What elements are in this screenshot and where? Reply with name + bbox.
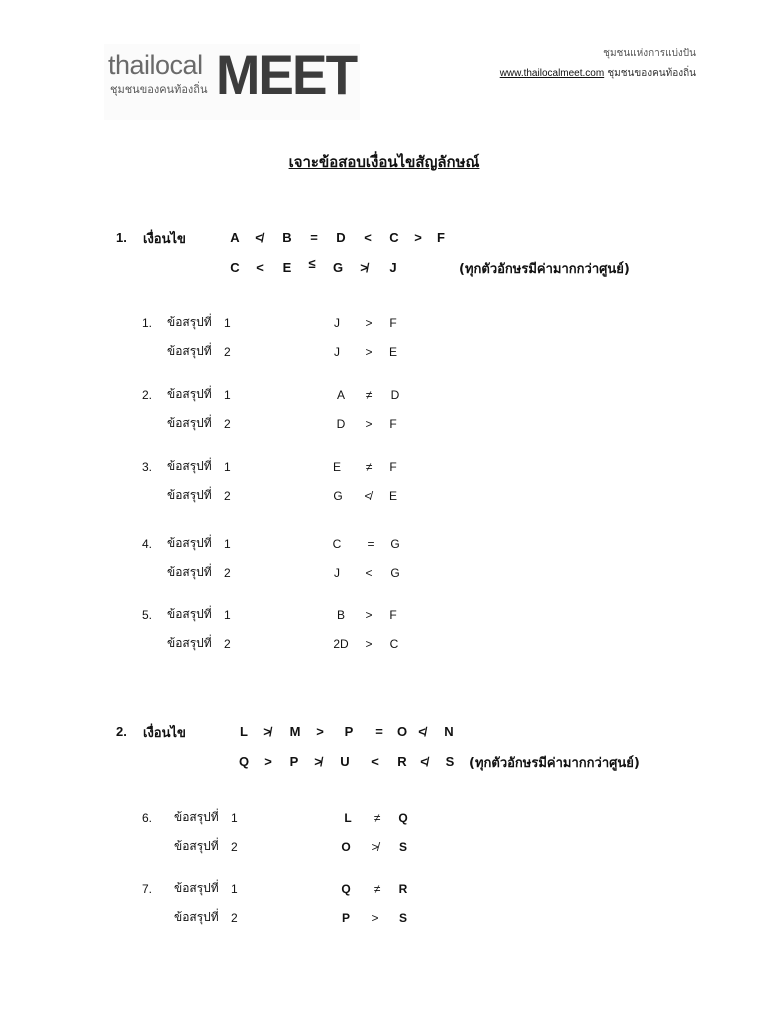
conclusion-token: B xyxy=(336,608,346,622)
conclusion-token: < xyxy=(365,566,373,580)
conclusion-token: 2D xyxy=(333,637,349,651)
condition-token: < xyxy=(256,260,264,275)
conclusion-label: ข้อสรุปที่ xyxy=(167,416,212,430)
conclusion-token: ≠ xyxy=(365,460,373,474)
condition-token: > xyxy=(414,230,422,245)
conclusion-token: G xyxy=(390,537,400,551)
condition-token: ≯ xyxy=(360,260,368,275)
header-slogan: ชุมชนแห่งการแบ่งปัน xyxy=(603,48,696,59)
condition-token: ≮ xyxy=(418,724,426,739)
conclusion-index: 2 xyxy=(231,840,238,854)
conclusion-label: ข้อสรุปที่ xyxy=(167,536,212,550)
conclusion-token: G xyxy=(333,489,343,503)
conclusion-label: ข้อสรุปที่ xyxy=(174,810,219,824)
conclusion-label: ข้อสรุปที่ xyxy=(167,387,212,401)
conclusion-label: ข้อสรุปที่ xyxy=(167,315,212,329)
condition-token: D xyxy=(336,230,346,245)
condition-token: U xyxy=(340,754,350,769)
question-number: 5. xyxy=(142,608,153,622)
conclusion-token: E xyxy=(388,489,398,503)
condition-token: ≮ xyxy=(420,754,428,769)
conclusion-label: ข้อสรุปที่ xyxy=(167,488,212,502)
conclusion-token: J xyxy=(334,316,340,330)
condition-token: ≮ xyxy=(255,230,263,245)
conclusion-token: > xyxy=(365,345,373,359)
conclusion-token: F xyxy=(389,460,397,474)
question-number: 1. xyxy=(142,316,153,330)
condition-token: ≤ xyxy=(308,256,316,271)
conclusion-token: C xyxy=(389,637,399,651)
conclusion-token: A xyxy=(336,388,346,402)
conclusion-index: 2 xyxy=(224,637,231,651)
conclusion-token: R xyxy=(398,882,408,896)
condition-token: = xyxy=(375,724,383,739)
header-url-line xyxy=(500,66,696,81)
condition-token: C xyxy=(389,230,399,245)
conclusion-token: P xyxy=(341,911,351,925)
conclusion-label: ข้อสรุปที่ xyxy=(174,910,219,924)
conclusion-token: > xyxy=(365,637,373,651)
condition-note: (ทุกตัวอักษรมีค่ามากกว่าศูนย์) xyxy=(469,756,640,771)
condition-token: ≯ xyxy=(263,724,271,739)
logo-tagline: ชุมชนของคนท้องถิ่น xyxy=(110,83,208,96)
condition-token: A xyxy=(230,230,240,245)
conclusion-token: Q xyxy=(398,811,408,825)
conclusion-token: F xyxy=(389,417,397,431)
condition-token: < xyxy=(371,754,379,769)
condition-token: E xyxy=(282,260,292,275)
condition-token: N xyxy=(444,724,454,739)
question-number: 3. xyxy=(142,460,153,474)
conclusion-index: 1 xyxy=(224,388,231,402)
conclusion-token: F xyxy=(389,316,397,330)
conclusion-token: E xyxy=(388,345,398,359)
conclusion-token: J xyxy=(334,566,340,580)
conclusion-token: > xyxy=(365,316,373,330)
conclusion-index: 2 xyxy=(231,911,238,925)
condition-token: > xyxy=(316,724,324,739)
condition-token: > xyxy=(264,754,272,769)
condition-token: F xyxy=(437,230,445,245)
problem-number: 2. xyxy=(116,724,127,739)
conclusion-token: = xyxy=(367,537,375,551)
conclusion-index: 2 xyxy=(224,345,231,359)
condition-token: L xyxy=(240,724,248,739)
question-number: 2. xyxy=(142,388,153,402)
conclusion-label: ข้อสรุปที่ xyxy=(167,344,212,358)
conclusion-label: ข้อสรุปที่ xyxy=(174,881,219,895)
condition-token: P xyxy=(344,724,354,739)
condition-token: < xyxy=(364,230,372,245)
conclusion-token: ≠ xyxy=(365,388,373,402)
conclusion-token: ≮ xyxy=(364,489,372,503)
conclusion-token: ≠ xyxy=(373,882,381,896)
conclusion-index: 1 xyxy=(224,316,231,330)
condition-token: Q xyxy=(238,754,250,769)
condition-token: = xyxy=(310,230,318,245)
conclusion-token: S xyxy=(398,911,408,925)
conclusion-token: D xyxy=(336,417,346,431)
condition-note: (ทุกตัวอักษรมีค่ามากกว่าศูนย์) xyxy=(459,262,630,277)
site-logo xyxy=(104,44,360,120)
conclusion-index: 2 xyxy=(224,489,231,503)
question-number: 6. xyxy=(142,811,153,825)
conclusion-token: Q xyxy=(341,882,351,896)
conclusion-token: C xyxy=(332,537,342,551)
problem-condition-label: เงื่อนไข xyxy=(143,726,186,741)
conclusion-token: E xyxy=(332,460,342,474)
problem-condition-label: เงื่อนไข xyxy=(143,232,186,247)
problem-number: 1. xyxy=(116,230,127,245)
conclusion-token: D xyxy=(390,388,400,402)
conclusion-label: ข้อสรุปที่ xyxy=(167,636,212,650)
logo-text-left: thailocal xyxy=(108,50,203,80)
conclusion-token: > xyxy=(371,911,379,925)
conclusion-token: G xyxy=(390,566,400,580)
conclusion-token: J xyxy=(334,345,340,359)
question-number: 4. xyxy=(142,537,153,551)
conclusion-token: > xyxy=(365,608,373,622)
conclusion-index: 1 xyxy=(231,882,238,896)
document-title: เจาะข้อสอบเงื่อนไขสัญลักษณ์ xyxy=(288,153,480,171)
condition-token: R xyxy=(397,754,407,769)
conclusion-index: 1 xyxy=(231,811,238,825)
logo-text-right: MEET xyxy=(216,43,357,106)
question-number: 7. xyxy=(142,882,153,896)
condition-token: P xyxy=(289,754,299,769)
conclusion-token: > xyxy=(365,417,373,431)
conclusion-label: ข้อสรุปที่ xyxy=(174,839,219,853)
conclusion-index: 1 xyxy=(224,608,231,622)
condition-token: M xyxy=(289,724,301,739)
header-url-tagline: ชุมชนของคนท้องถิ่น xyxy=(607,68,696,79)
conclusion-token: F xyxy=(389,608,397,622)
conclusion-token: ≯ xyxy=(371,840,379,854)
condition-token: ≯ xyxy=(314,754,322,769)
condition-token: B xyxy=(282,230,292,245)
condition-token: G xyxy=(332,260,344,275)
conclusion-index: 2 xyxy=(224,417,231,431)
conclusion-label: ข้อสรุปที่ xyxy=(167,459,212,473)
conclusion-index: 1 xyxy=(224,460,231,474)
site-url-link[interactable]: www.thailocalmeet.com xyxy=(499,68,605,79)
conclusion-label: ข้อสรุปที่ xyxy=(167,565,212,579)
condition-token: C xyxy=(230,260,240,275)
condition-token: O xyxy=(396,724,408,739)
conclusion-token: S xyxy=(398,840,408,854)
conclusion-token: ≠ xyxy=(373,811,381,825)
conclusion-index: 1 xyxy=(224,537,231,551)
conclusion-index: 2 xyxy=(224,566,231,580)
condition-token: S xyxy=(445,754,455,769)
condition-token: J xyxy=(389,260,397,275)
conclusion-token: O xyxy=(341,840,351,854)
conclusion-label: ข้อสรุปที่ xyxy=(167,607,212,621)
conclusion-token: L xyxy=(344,811,352,825)
